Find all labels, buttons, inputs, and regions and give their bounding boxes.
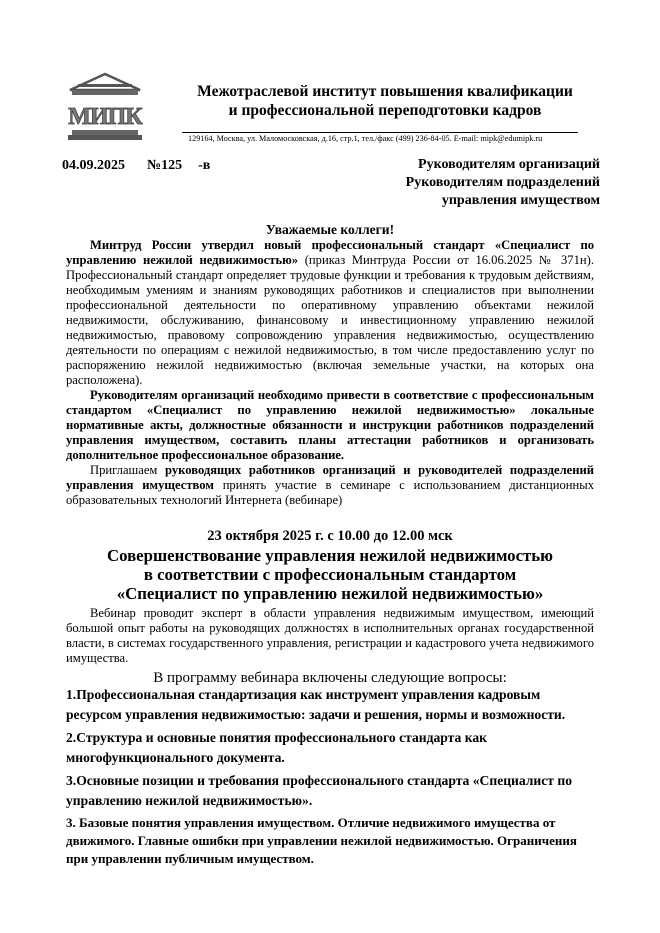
institute-address: 129164, Москва, ул. Маломосковская, д.16, стр.1, тел./факс (499) 236-84-05. E-mail: mipk@edumipk.ru	[188, 134, 543, 143]
program-intro: В программу вебинара включены следующие вопросы:	[153, 670, 507, 686]
paragraph-requirements: Руководителям организаций необходимо привести в соответствие с профессиональным стандартом «Специалист по управлению нежилой недвижимостью» локальные нормативные акты, должностные обязанности и инструкции работников подразделений управления имуществом, составить планы аттестации работников и организовать дополнительное профессиональное образование.	[66, 388, 594, 462]
letter-number-suffix: -в	[198, 158, 211, 173]
intro-paragraphs	[66, 238, 594, 508]
institute-name-line1: Межотраслевой институт повышения квалификации	[197, 83, 573, 100]
institute-name	[170, 82, 600, 120]
addressee-2: Руководителям подразделений	[405, 175, 600, 190]
program-item: 1.Профессиональная стандартизация как инструмент управления кадровым ресурсом управления недвижимостью: задачи и решения, нормы и возможности.	[66, 687, 566, 722]
header-divider	[182, 132, 578, 133]
speaker-paragraph-block	[66, 606, 594, 666]
letter-number: №125	[147, 158, 183, 173]
webinar-title	[0, 546, 660, 603]
logo-text: МИПК	[68, 104, 142, 130]
program-items	[66, 685, 596, 872]
addressee-3: управления имуществом	[441, 193, 600, 208]
institute-logo	[66, 72, 144, 142]
invitation-audience: руководящих работников организаций и руководителей подразделений управления имуществом	[66, 463, 594, 492]
invitation-start: Приглашаем	[90, 463, 166, 477]
paragraph-standard-bold: Минтруд России утвердил новый профессиональный стандарт «Специалист по управлению нежилой недвижимостью»	[66, 238, 594, 267]
webinar-title-line1: Совершенствование управления нежилой недвижимостью	[107, 546, 553, 565]
webinar-title-line3: «Специалист по управлению нежилой недвижимостью»	[116, 584, 544, 603]
paragraph-standard	[66, 238, 594, 388]
program-item: 3.Основные позиции и требования профессионального стандарта «Специалист по управлению нежилой недвижимостью».	[66, 773, 573, 808]
addressees	[406, 156, 600, 210]
letter-date-number	[62, 158, 210, 174]
addressee-1: Руководителям организаций	[418, 157, 600, 172]
event-date: 23 октября 2025 г. с 10.00 до 12.00 мск	[207, 528, 453, 544]
letter-date: 04.09.2025	[62, 158, 125, 173]
program-item: 3. Базовые понятия управления имуществом. Отличие недвижимого имущества от движимого. Главные ошибки при управлении нежилой недвижимостью. Ограничения при управлении публичным имуществом.	[66, 815, 577, 866]
paragraph-standard-rest: (приказ Минтруда России от 16.06.2025 № 371н). Профессиональный стандарт определяет трудовые функции и требования к трудовым действиям, необходимым умениям и знаниям руководящих работников и специалистов при выполнении профессиональной деятельности по оперативному управлению объектами нежилой недвижимости, обслуживанию, финансовому и инвестиционному управлению нежилой недвижимостью, правовому сопровождению управления недвижимостью, осуществлению деятельности по операциям с нежилой недвижимостью, в том числе предоставлению услуг по распоряжению нежилой недвижимостью (включая земельные участки, на которых она расположена).	[66, 253, 594, 387]
paragraph-speaker: Вебинар проводит эксперт в области управления недвижимым имуществом, имеющий большой опыт работы на руководящих должностях в исполнительных органах государственной власти, в системах государственного управления, регистрации и кадастрового учета недвижимого имущества.	[66, 606, 594, 665]
program-item: 2.Структура и основные понятия профессионального стандарта как многофункционального документа.	[66, 730, 487, 765]
paragraph-invitation	[66, 463, 594, 508]
institute-name-line2: и профессиональной переподготовки кадров	[228, 102, 542, 119]
webinar-title-line2: в соответствии с профессиональным стандартом	[143, 565, 517, 584]
invitation-rest: принять участие в семинаре с использованием дистанционных образовательных технологий Интернета (вебинаре)	[66, 478, 594, 507]
greeting: Уважаемые коллеги!	[265, 222, 395, 237]
